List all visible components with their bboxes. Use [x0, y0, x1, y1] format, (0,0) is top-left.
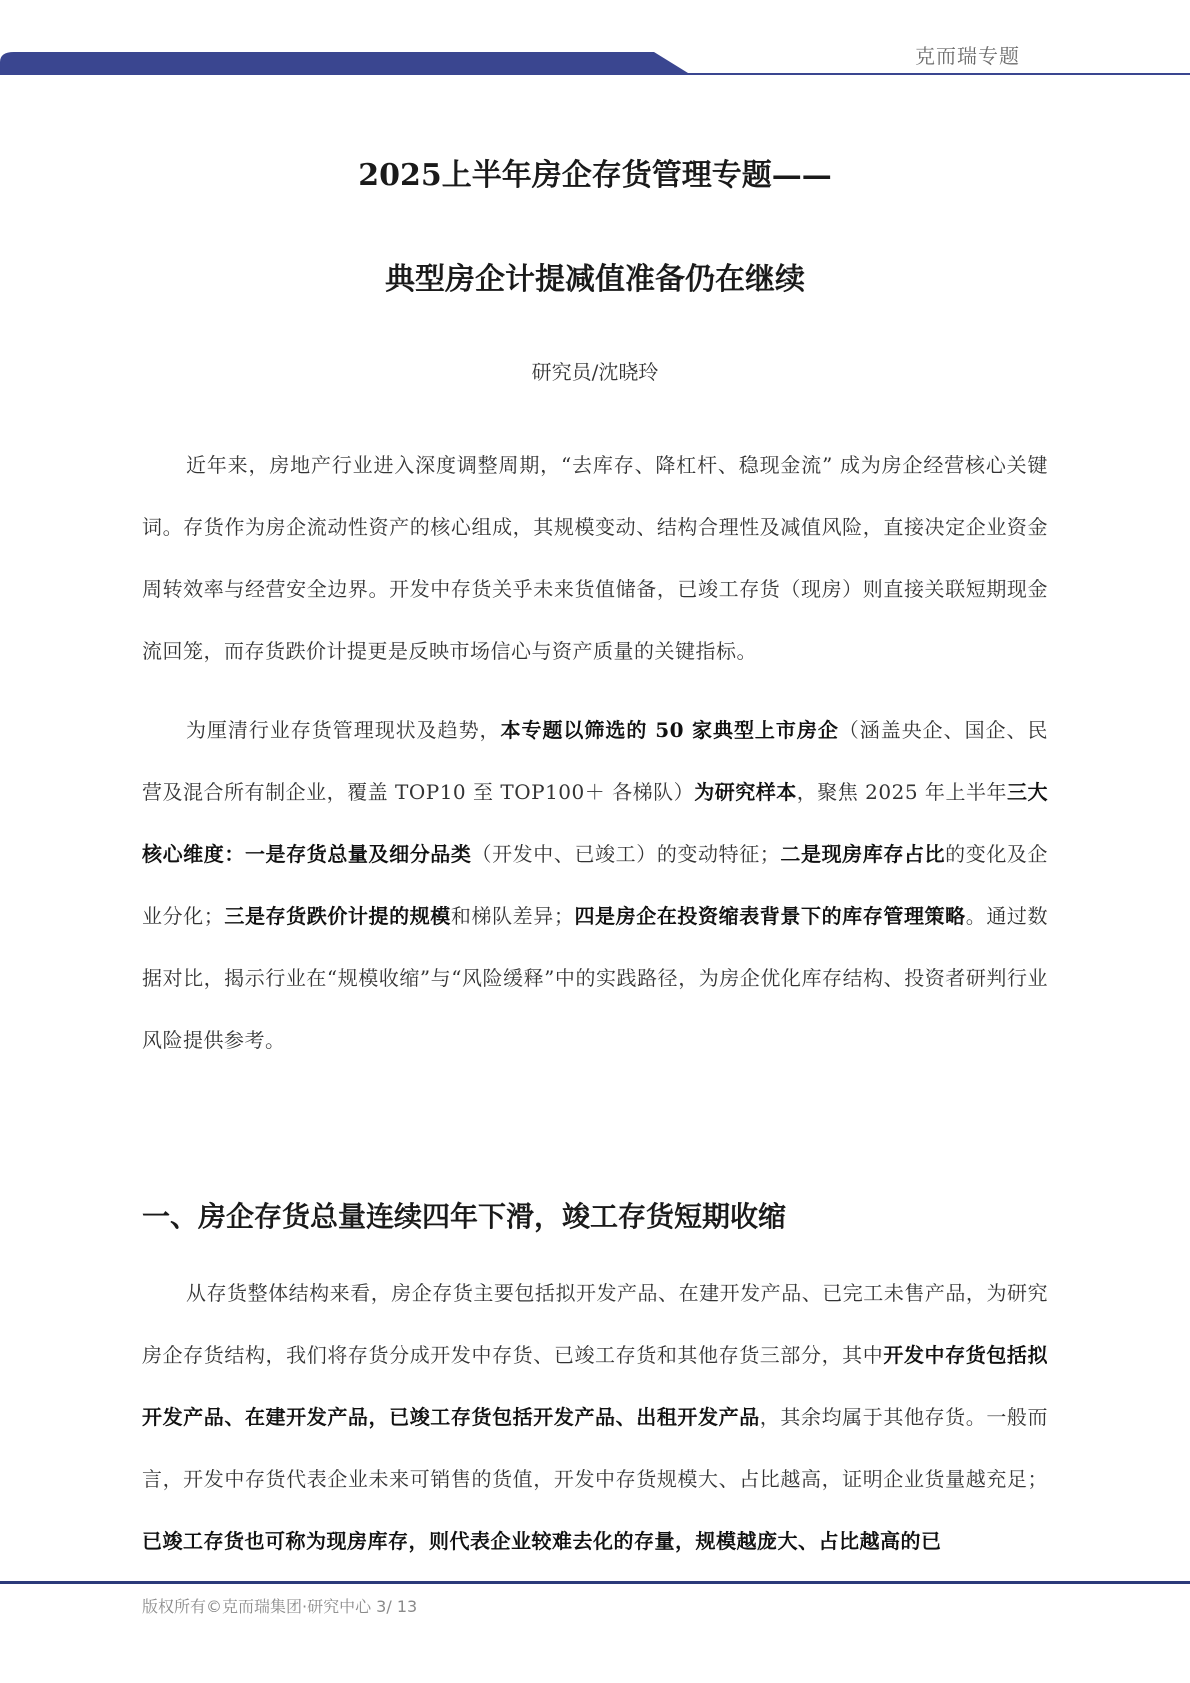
text-run: （开发中、已竣工）的变动特征；	[471, 842, 781, 866]
header-label: 克而瑞专题	[915, 44, 1020, 68]
bold-run: 四是房企在投资缩表背景下的库存管理策略	[574, 904, 966, 928]
text-run: 。通过数据对比，揭示行业在“规模收缩”与“风险缓释”中的实践路径，为房企优化库存结构、投资者研判行业风险提供参考。	[142, 904, 1049, 1052]
text-run: ，聚焦 2025 年上半年	[796, 780, 1007, 804]
bold-run: 本专题以筛选的 50 家典型上市房企	[500, 718, 839, 742]
bold-run: 三是存货跌价计提的规模	[224, 904, 451, 928]
text-run: 和梯队差异；	[450, 904, 575, 928]
structure-paragraph	[142, 1262, 1048, 1572]
text-run: 为厘清行业存货管理现状及趋势，	[186, 718, 501, 742]
bold-run: 开发中存货包括拟开发产品、在建开发产品，已竣工存货包括开发产品、出租开发产品	[142, 1343, 1049, 1429]
page-title-line2: 典型房企计提减值准备仍在继续	[385, 262, 805, 297]
text-run: 的变化及企业分化；	[142, 842, 1049, 928]
text-run: （涵盖央企、国企、民营及混合所有制企业，覆盖 TOP10 至 TOP100＋ 各梯队）	[142, 718, 1049, 804]
page-title-line1: 2025上半年房企存货管理专题——	[358, 158, 832, 193]
author-byline: 研究员/沈晓玲	[531, 360, 659, 384]
bold-run: 为研究样本	[694, 780, 797, 804]
footer-divider	[0, 1581, 1190, 1584]
text-run: 从存货整体结构来看，房企存货主要包括拟开发产品、在建开发产品、已完工未售产品，为研究房企存货结构，我们将存货分成开发中存货、已竣工存货和其他存货三部分，其中	[142, 1281, 1048, 1367]
intro-paragraph: 近年来，房地产行业进入深度调整周期，“去库存、降杠杆、稳现金流” 成为房企经营核心关键词。存货作为房企流动性资产的核心组成，其规模变动、结构合理性及减值风险，直接决定企业资金周转效率与经营安全边界。开发中存货关乎未来货值储备，已竣工存货（现房）则直接关联短期现金流回笼，而存货跌价计提更是反映市场信心与资产质量的关键指标。	[142, 453, 1048, 663]
scope-paragraph	[142, 699, 1048, 1071]
bold-run: 已竣工存货也可称为现房库存，则代表企业较难去化的存量，规模越庞大、占比越高的已	[142, 1529, 942, 1553]
section-heading: 一、房企存货总量连续四年下滑，竣工存货短期收缩	[142, 1200, 787, 1233]
bold-run: 二是现房库存占比	[780, 842, 946, 866]
bold-run: 三大核心维度：一是存货总量及细分品类	[142, 780, 1048, 866]
text-run: ，其余均属于其他存货。一般而言，开发中存货代表企业未来可销售的货值，开发中存货规模大、占比越高，证明企业货量越充足；	[142, 1405, 1049, 1491]
footer-copyright: 版权所有©克而瑞集团·研究中心 3/ 13	[142, 1597, 418, 1616]
